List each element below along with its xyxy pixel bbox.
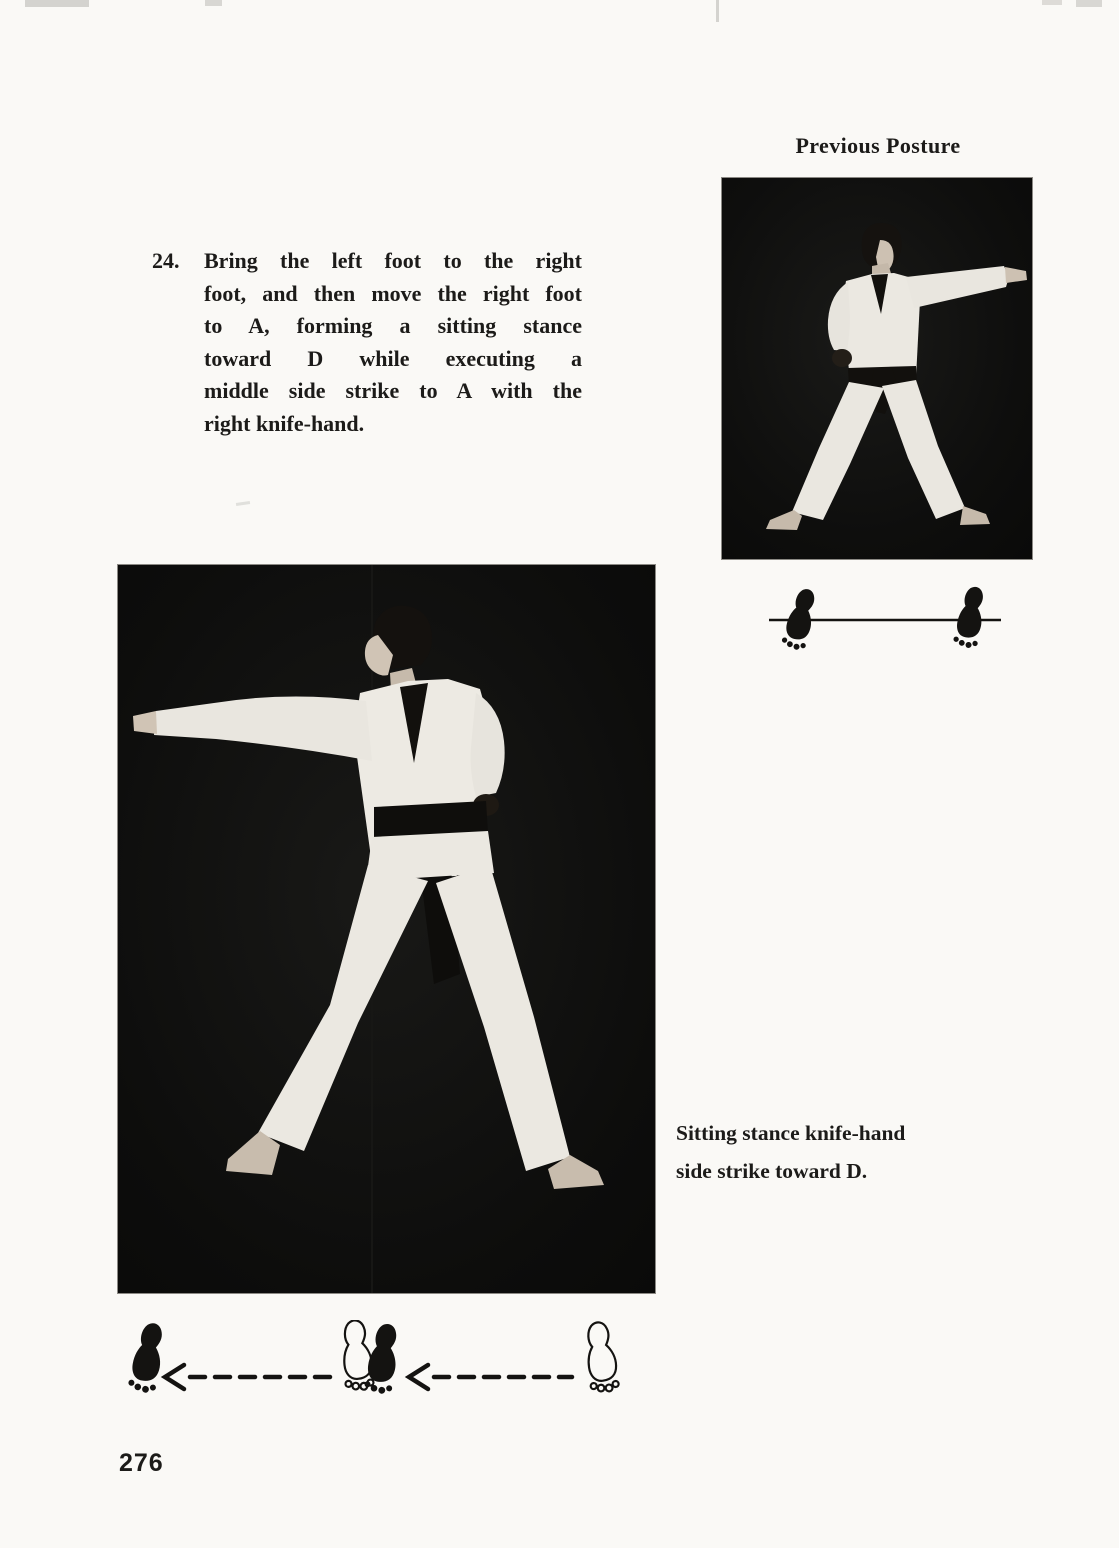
footprint-solid-icon — [952, 586, 987, 649]
caption-line: side strike toward D. — [676, 1159, 868, 1183]
scan-artifact — [716, 0, 719, 22]
step-text-line: foot, and then move the right foot — [204, 280, 582, 306]
step-text-line: toward D while executing a — [204, 345, 582, 371]
footprint-outline-icon — [582, 1321, 620, 1394]
main-posture-photo — [118, 565, 655, 1293]
photo-caption — [676, 1114, 976, 1190]
scan-artifact — [205, 0, 222, 6]
instruction-step-24 — [152, 245, 582, 440]
step-text — [204, 245, 582, 440]
dashed-arrow-left-icon — [165, 1365, 338, 1389]
previous-posture-photo — [722, 178, 1032, 559]
step-number: 24. — [152, 248, 180, 273]
footprint-outline-icon — [339, 1320, 374, 1392]
step-text-line: middle side strike to A with the — [204, 378, 582, 403]
footprint-solid-icon — [127, 1321, 167, 1395]
scan-artifact — [1042, 0, 1062, 5]
previous-posture-photo-image — [722, 178, 1032, 559]
step-text-line: to A, forming a sitting stance — [204, 313, 582, 338]
foot-movement-diagram — [120, 1320, 652, 1402]
previous-stance-foot-diagram — [765, 586, 1005, 660]
dashed-arrow-left-icon — [409, 1365, 572, 1389]
main-posture-photo-image — [118, 565, 655, 1293]
page-number: 276 — [119, 1449, 164, 1477]
scan-artifact — [1076, 0, 1102, 7]
scan-artifact — [236, 501, 250, 506]
previous-posture-heading: Previous Posture — [795, 133, 961, 158]
scan-artifact — [25, 0, 89, 7]
caption-line: Sitting stance knife-hand — [676, 1121, 906, 1145]
step-text-line: right knife-hand. — [204, 410, 365, 436]
step-text-line: Bring the left foot to the right — [204, 248, 582, 273]
